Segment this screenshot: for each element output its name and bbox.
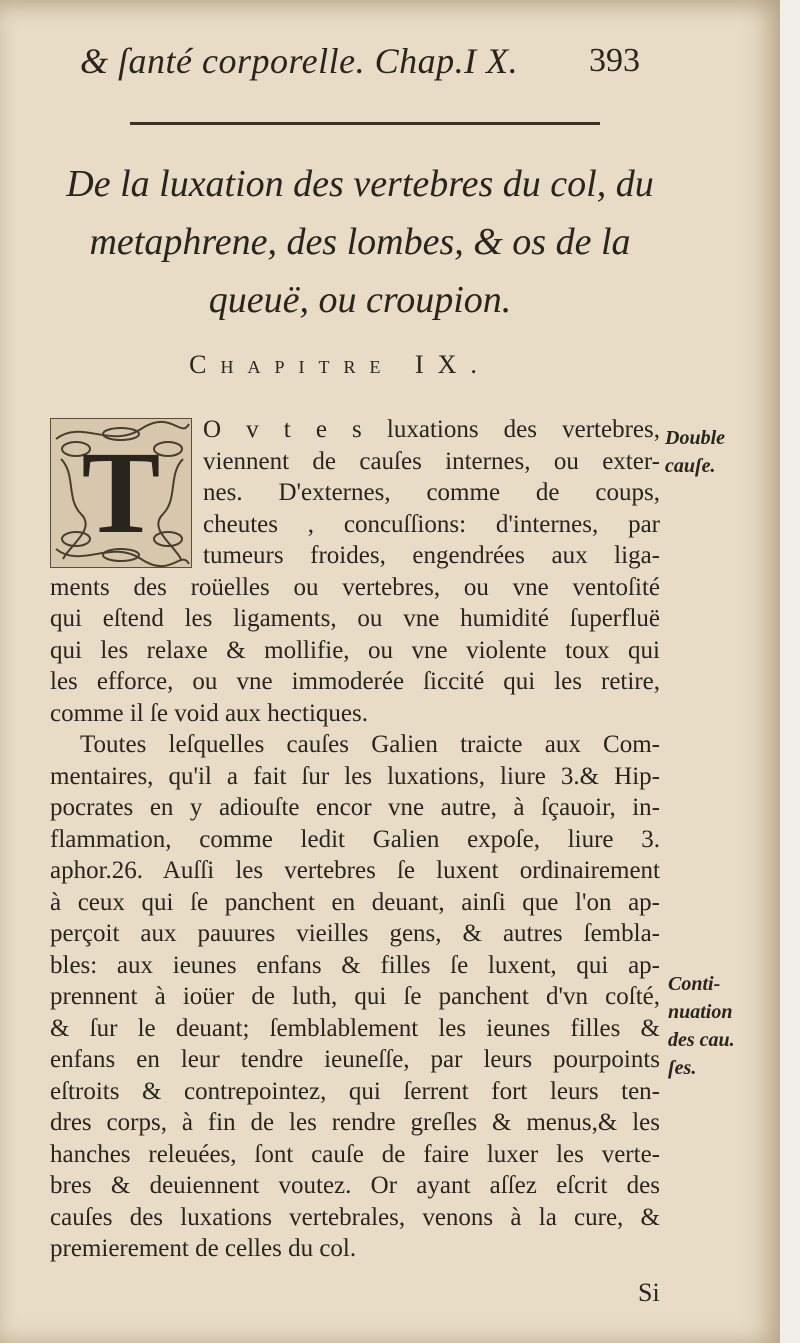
margin-note-line: nuation [668, 1001, 733, 1023]
margin-note-continuation [668, 970, 735, 1082]
margin-note-double-cause [665, 424, 725, 480]
text-line: bres & deuiennent voutez. Or ayant aſſez eſcrit des [50, 1172, 660, 1199]
text-line: premierement de celles du col. [50, 1235, 357, 1262]
text-line: eſtroits & contrepointez, qui ſerrent fort leurs ten- [50, 1077, 660, 1105]
main-text [50, 414, 660, 1265]
running-head: & ſanté corporelle. Chap.I X. [80, 41, 519, 81]
chapter-label: Chapitre IX. [189, 350, 491, 379]
text-line: tumeurs froides, engendrées aux liga- [203, 542, 660, 569]
margin-note-line: Double [665, 427, 725, 449]
text-line: les efforce, ou vne immoderée ſiccité qui les retire, [50, 668, 660, 695]
page-edge [780, 0, 800, 1343]
text-line: cheutes , concuſſions: d'internes, par [203, 510, 660, 538]
text-line: prennent à ioüer de luth, qui ſe panchent d'vn coſté, [50, 983, 660, 1010]
catchword: Si [638, 1278, 660, 1307]
title-line: De la luxation des vertebres du col, du [66, 163, 654, 205]
text-line: dres corps, à fin de les rendre greſles & menus,& les [50, 1109, 660, 1136]
text-line: Toutes leſquelles cauſes Galien traicte aux Com- [80, 731, 660, 758]
paragraph-2 [50, 729, 660, 1265]
text-line: perçoit aux pauures vieilles gens, & autres ſembla- [50, 920, 660, 947]
paragraph-1 [50, 414, 660, 729]
text-line: nes. D'externes, comme de coups, [203, 479, 660, 506]
text-line: hanches releuées, ſont cauſe de faire luxer les verte- [50, 1140, 660, 1168]
text-line: pocrates en y adiouſte encor vne autre, à ſçauoir, in- [50, 794, 660, 821]
margin-note-line: des cau. [668, 1029, 735, 1051]
text-line: à ceux qui ſe panchent en deuant, ainſi que l'on ap- [50, 888, 660, 916]
page-number: 393 [589, 42, 640, 79]
text-line: viennent de cauſes internes, ou exter- [203, 447, 660, 475]
text-line: & ſur le deuant; ſemblablement les ieunes filles & [50, 1014, 660, 1042]
text-line: qui eſtend les ligaments, ou vne humidité ſuperfluë [50, 605, 660, 632]
text-line: bles: aux ieunes enfans & filles ſe luxent, qui ap- [50, 951, 660, 979]
margin-note-line: Conti- [668, 973, 721, 995]
text-line: comme il ſe void aux hectiques. [50, 699, 368, 727]
chapter-title [40, 155, 680, 329]
margin-note-line: ſes. [668, 1057, 697, 1079]
text-line: mentaires, qu'il a fait ſur les luxations, liure 3.& Hip- [50, 762, 660, 790]
header-rule [130, 122, 600, 125]
text-line: aphor.26. Auſſi les vertebres ſe luxent ordinairement [50, 857, 660, 884]
text-line: cauſes des luxations vertebrales, venons à la cure, & [50, 1203, 660, 1231]
text-line: O v t e s luxations des vertebres, [203, 416, 660, 443]
drop-cap-letter: T [81, 427, 161, 558]
text-line: qui les relaxe & mollifie, ou vne violente toux qui [50, 636, 660, 664]
title-line: queuë, ou croupion. [208, 279, 512, 321]
text-line: enfans en leur tendre ieuneſſe, par leurs pourpoints [50, 1046, 660, 1073]
title-line: metaphrene, des lombes, & os de la [89, 221, 631, 263]
page-header [80, 40, 640, 90]
text-line: flammation, comme ledit Galien expoſe, liure 3. [50, 825, 660, 853]
text-line: ments des roüelles ou vertebres, ou vne ventoſité [50, 573, 660, 601]
margin-note-line: cauſe. [665, 455, 716, 477]
